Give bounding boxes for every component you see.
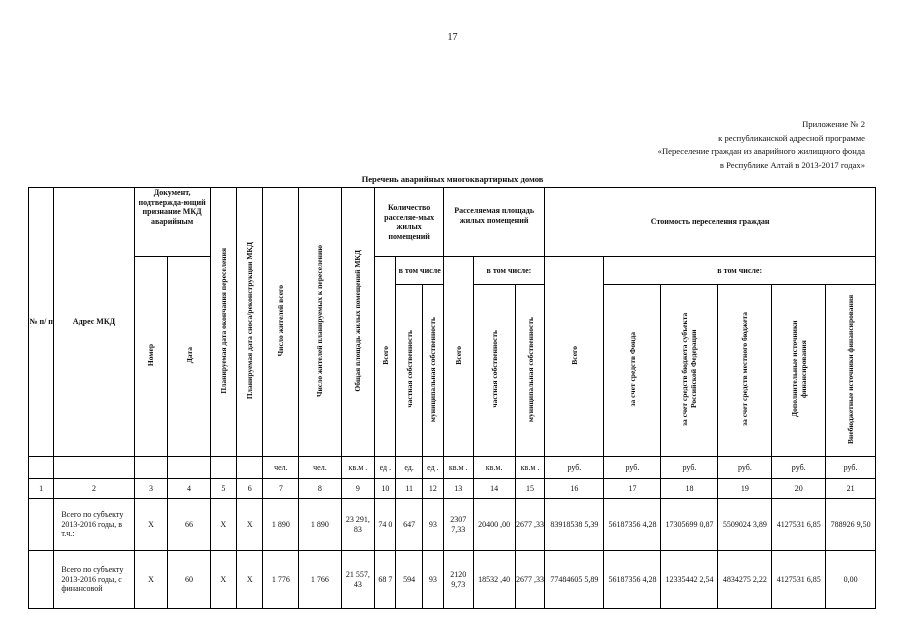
row-cell: X xyxy=(210,551,236,609)
row-cell: 788926 9,50 xyxy=(826,499,876,551)
row-cell: 93 xyxy=(422,499,443,551)
column-numbers-row xyxy=(29,479,876,499)
header-cost-subject xyxy=(661,285,718,457)
row-cell: 60 xyxy=(168,551,210,609)
unit-cell: руб. xyxy=(604,457,661,479)
header-cost-fund xyxy=(604,285,661,457)
col-number: 4 xyxy=(168,479,210,499)
row-cell xyxy=(29,551,54,609)
header-num: № п/ п xyxy=(29,188,54,457)
appendix-line-1: Приложение № 2 xyxy=(802,119,865,129)
col-number: 5 xyxy=(210,479,236,499)
row-cell: 68 7 xyxy=(375,551,396,609)
row-cell: 1 776 xyxy=(263,551,299,609)
row-cell: X xyxy=(134,551,168,609)
unit-cell: руб. xyxy=(718,457,772,479)
header-document: Документ, подтвержда-ющий признание МКД аварийным xyxy=(134,188,210,257)
table-row xyxy=(29,499,876,551)
row-cell: 21 557, 43 xyxy=(341,551,375,609)
header-cost-local xyxy=(718,285,772,457)
header-count-private-text: частная собственность xyxy=(404,330,414,409)
header-area-total xyxy=(443,257,473,457)
header-area-municipal-text: муниципальная собственность xyxy=(525,316,535,422)
unit-cell: чел. xyxy=(263,457,299,479)
row-cell: 4127531 6,85 xyxy=(772,499,826,551)
units-cell-empty-5 xyxy=(210,457,236,479)
header-planned-end xyxy=(210,188,236,457)
header-total-area xyxy=(341,188,375,457)
unit-cell: кв.м. xyxy=(473,457,515,479)
header-cost-fund-text: за счет средств Фонда xyxy=(627,332,637,407)
row-address: Всего по субъекту 2013-2016 годы, в т.ч.: xyxy=(54,499,134,551)
col-number: 15 xyxy=(515,479,545,499)
header-resettled-count: Количество расселяе-мых жилых помещений xyxy=(375,188,444,257)
units-cell-empty-1 xyxy=(29,457,54,479)
row-cell: 17305699 0,87 xyxy=(661,499,718,551)
col-number: 3 xyxy=(134,479,168,499)
header-area-private-text: частная собственность xyxy=(489,330,499,409)
unit-cell: ед . xyxy=(375,457,396,479)
page-number: 17 xyxy=(447,32,458,43)
header-planned-demolition xyxy=(237,188,263,457)
header-cost-extrabudget xyxy=(826,285,876,457)
header-cost-total-text: Всего xyxy=(569,345,579,365)
header-area-private xyxy=(473,285,515,457)
header-residents-planned-text: Число жителей планируемых к переселению xyxy=(315,244,325,397)
row-cell: 4127531 6,85 xyxy=(772,551,826,609)
col-number: 18 xyxy=(661,479,718,499)
header-doc-number-text: Номер xyxy=(146,344,156,367)
row-cell: 2120 9,73 xyxy=(443,551,473,609)
row-cell: 2677 ,33 xyxy=(515,551,545,609)
col-number: 19 xyxy=(718,479,772,499)
unit-cell: кв.м . xyxy=(515,457,545,479)
row-cell: 594 xyxy=(396,551,422,609)
row-cell: 1 890 xyxy=(263,499,299,551)
row-cell: 77484605 5,89 xyxy=(545,551,604,609)
row-cell: 647 xyxy=(396,499,422,551)
unit-cell: кв.м . xyxy=(443,457,473,479)
header-address: Адрес МКД xyxy=(54,188,134,457)
appendix-line-4: в Республике Алтай в 2013-2017 годах» xyxy=(719,159,865,170)
header-planned-end-text: Планируемая дата окончания переселения xyxy=(218,247,228,394)
header-count-municipal-text: муниципальная собственность xyxy=(428,316,438,422)
row-cell: 93 xyxy=(422,551,443,609)
row-cell: X xyxy=(237,499,263,551)
row-cell: X xyxy=(134,499,168,551)
units-cell-empty-2 xyxy=(54,457,134,479)
unit-cell: чел. xyxy=(299,457,341,479)
row-cell: 2307 7,33 xyxy=(443,499,473,551)
col-number: 17 xyxy=(604,479,661,499)
header-cost-local-text: за счет средств местного бюджета xyxy=(740,312,750,427)
header-residents xyxy=(263,188,299,457)
header-count-total-text: Всего xyxy=(380,345,390,365)
col-number: 8 xyxy=(299,479,341,499)
appendix-line-3: «Переселение граждан из аварийного жилищного фонда xyxy=(657,146,865,156)
row-cell: 18532 ,40 xyxy=(473,551,515,609)
col-number: 20 xyxy=(772,479,826,499)
col-number: 10 xyxy=(375,479,396,499)
row-address: Всего по субъекту 2013-2016 годы, с финансовой xyxy=(54,551,134,609)
header-cost-additional xyxy=(772,285,826,457)
header-count-total xyxy=(375,257,396,457)
row-cell: 83918538 5,39 xyxy=(545,499,604,551)
header-total-area-text: Общая площадь жилых помещений МКД xyxy=(353,249,363,392)
row-cell: 12335442 2,54 xyxy=(661,551,718,609)
row-cell: X xyxy=(237,551,263,609)
row-cell xyxy=(29,499,54,551)
header-cost-subject-text: за счет средств бюджета субъекта Российской Федерации xyxy=(680,312,699,426)
table-row xyxy=(29,551,876,609)
header-cost-extrabudget-text: Внебюджетные источники финансирования xyxy=(846,294,856,444)
row-cell: 2677 ,33 xyxy=(515,499,545,551)
col-number: 12 xyxy=(422,479,443,499)
header-residents-planned xyxy=(299,188,341,457)
header-count-incl: в том числе xyxy=(396,257,444,285)
appendix-line-2: к республиканской адресной программе xyxy=(718,132,865,143)
row-cell: 1 890 xyxy=(299,499,341,551)
row-cell: 74 0 xyxy=(375,499,396,551)
unit-cell: ед. xyxy=(396,457,422,479)
unit-cell: руб. xyxy=(826,457,876,479)
row-cell: 1 766 xyxy=(299,551,341,609)
header-count-private xyxy=(396,285,422,457)
header-row-2 xyxy=(29,257,876,285)
unit-cell: руб. xyxy=(772,457,826,479)
row-cell: 4834275 2,22 xyxy=(718,551,772,609)
col-number: 6 xyxy=(237,479,263,499)
row-cell: X xyxy=(210,499,236,551)
col-number: 11 xyxy=(396,479,422,499)
units-cell-empty-4 xyxy=(168,457,210,479)
header-cost-additional-text: Дополнительные источники финансирования xyxy=(789,320,808,418)
col-number: 13 xyxy=(443,479,473,499)
header-count-municipal xyxy=(422,285,443,457)
header-cost-incl: в том числе: xyxy=(604,257,876,285)
unit-cell: ед . xyxy=(422,457,443,479)
appendix-caption xyxy=(658,118,865,172)
table-title: Перечень аварийных многоквартирных домов xyxy=(361,174,544,184)
col-number: 9 xyxy=(341,479,375,499)
header-area-incl: в том числе: xyxy=(473,257,545,285)
row-cell: 66 xyxy=(168,499,210,551)
header-row-1 xyxy=(29,188,876,257)
col-number: 14 xyxy=(473,479,515,499)
col-number: 7 xyxy=(263,479,299,499)
header-area-municipal xyxy=(515,285,545,457)
row-cell: 23 291, 83 xyxy=(341,499,375,551)
header-cost-total xyxy=(545,257,604,457)
header-resettled-area: Расселяемая площадь жилых помещений xyxy=(443,188,544,257)
row-cell: 56187356 4,28 xyxy=(604,499,661,551)
row-cell: 56187356 4,28 xyxy=(604,551,661,609)
header-doc-date-text: Дата xyxy=(184,347,194,364)
col-number: 16 xyxy=(545,479,604,499)
units-row xyxy=(29,457,876,479)
header-area-total-text: Всего xyxy=(453,345,463,365)
unit-cell: руб. xyxy=(545,457,604,479)
header-doc-date xyxy=(168,257,210,457)
header-cost: Стоимость переселения граждан xyxy=(545,188,876,257)
units-cell-empty-6 xyxy=(237,457,263,479)
row-cell: 20400 ,00 xyxy=(473,499,515,551)
col-number: 1 xyxy=(29,479,54,499)
row-cell: 5509024 3,89 xyxy=(718,499,772,551)
col-number: 21 xyxy=(826,479,876,499)
houses-table xyxy=(28,187,876,609)
col-number: 2 xyxy=(54,479,134,499)
header-planned-demolition-text: Планируемая дата сноса/реконструкции МКД xyxy=(245,242,255,400)
unit-cell: кв.м . xyxy=(341,457,375,479)
row-cell: 0,00 xyxy=(826,551,876,609)
units-cell-empty-3 xyxy=(134,457,168,479)
header-doc-number xyxy=(134,257,168,457)
header-residents-text: Число жителей всего xyxy=(276,285,286,357)
unit-cell: руб. xyxy=(661,457,718,479)
